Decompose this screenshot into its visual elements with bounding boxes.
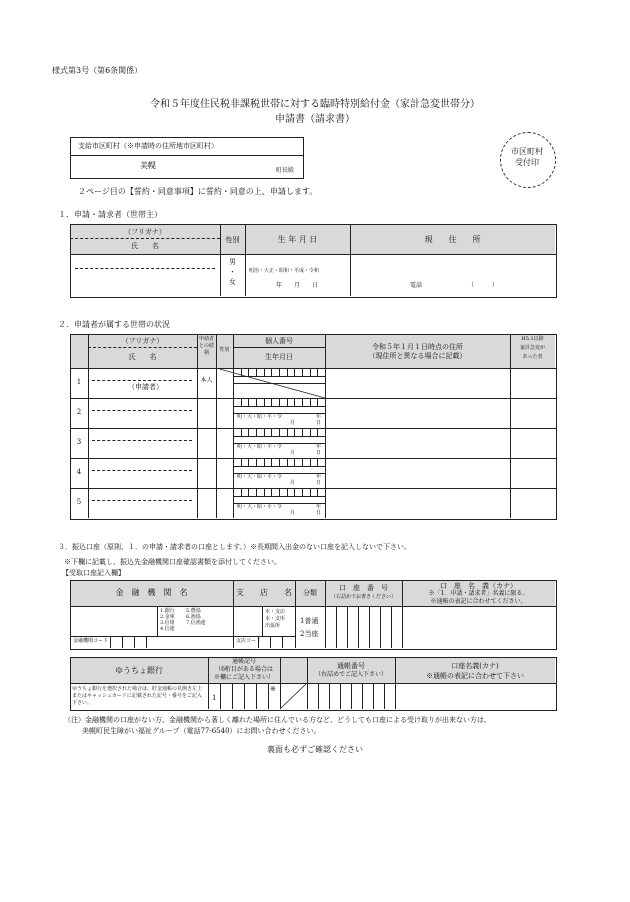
sec2-day: 日 bbox=[316, 510, 322, 516]
sec2-day: 日 bbox=[316, 420, 322, 426]
bank-type-3[interactable]: 3.信組 bbox=[160, 620, 175, 626]
sec2-eras[interactable]: 明・大・昭・平・令 bbox=[237, 414, 283, 420]
title-line2: 申請書（請求書） bbox=[275, 114, 355, 125]
sec2-month: 月 bbox=[290, 510, 296, 516]
holder-note2: ※通帳の表記に合わせてください。 bbox=[430, 598, 527, 605]
branch-header: 支 店 名 bbox=[236, 588, 292, 597]
acct-header: 口 座 番 号 bbox=[339, 584, 388, 592]
sec2-row-number: 4 bbox=[76, 468, 82, 476]
yucho-holder-note: ※通帳の表記に合わせて下さい bbox=[426, 672, 524, 680]
sec2-name: 氏 名 bbox=[128, 353, 157, 361]
payer-label: 支給市区町村（※申請時の住所地市区町村） bbox=[78, 142, 218, 150]
sec2-h85-2: 家計急変が bbox=[519, 345, 545, 351]
bank-type-2[interactable]: 2.金庫 bbox=[160, 614, 175, 620]
sec1-phone-paren: （ ） bbox=[468, 282, 499, 289]
sec1-eras[interactable]: 明治・大正・昭和・平成・令和 bbox=[249, 268, 320, 274]
branch-type-1[interactable]: 本・支店 bbox=[265, 609, 286, 615]
form-number: 様式第3号（第6条関係） bbox=[52, 66, 143, 75]
sec1-male[interactable]: 男 bbox=[229, 258, 236, 266]
sec2-addr2: （現住所と異なる場合に記載） bbox=[368, 352, 467, 360]
sec2-year: 年 bbox=[316, 504, 322, 510]
yucho-one: 1 bbox=[212, 694, 217, 702]
sec1-dot: ・ bbox=[229, 268, 236, 276]
sec2-day: 日 bbox=[316, 450, 322, 456]
payer-suffix: 町長殿 bbox=[276, 167, 295, 174]
sec2-self: 本人 bbox=[200, 377, 213, 384]
holder-note1: ※「1．申請・請求者」名義に限る。 bbox=[428, 590, 529, 597]
branch-code-label: 支店コード bbox=[236, 638, 262, 644]
sec1-phone: 電話 bbox=[410, 282, 423, 289]
yucho-num-note: （右詰めでご記入下さい） bbox=[314, 671, 387, 678]
sec2-eras[interactable]: 明・大・昭・平・令 bbox=[237, 474, 283, 480]
acct-type-1[interactable]: 1普通 bbox=[300, 617, 319, 625]
sec2-h85-1: H5.1以降 bbox=[521, 336, 544, 342]
sec2-year: 年 bbox=[316, 474, 322, 480]
sec2-pid: 個人番号 bbox=[265, 337, 293, 345]
sec2-applicant: （申請者） bbox=[128, 383, 163, 391]
back-notice: 裏面も必ずご確認ください bbox=[267, 745, 363, 754]
sec2-birth: 生年月日 bbox=[265, 353, 293, 361]
bank-type-1[interactable]: 1.銀行 bbox=[160, 608, 175, 614]
sec2-diagonal bbox=[216, 368, 325, 398]
sec2-eras[interactable]: 明・大・昭・平・令 bbox=[237, 504, 283, 510]
sec2-row-number: 2 bbox=[76, 408, 82, 416]
sec1-heading: １．申請・請求者（世帯主） bbox=[58, 210, 162, 219]
sec2-row-number: 5 bbox=[76, 498, 82, 506]
yucho-mark-note1: （6桁目がある場合は bbox=[215, 666, 273, 673]
branch-type-3[interactable]: 出張所 bbox=[265, 623, 281, 629]
payer-city[interactable]: 美幌 bbox=[140, 161, 156, 170]
sec2-row-number: 3 bbox=[76, 438, 82, 446]
sec2-eras[interactable]: 明・大・昭・平・令 bbox=[237, 444, 283, 450]
footnote-2: 美幌町民生障がい福祉グループ（電話77-6540）にお問い合わせください。 bbox=[82, 727, 321, 735]
branch-type-2[interactable]: 本・支所 bbox=[265, 616, 286, 622]
yucho-mark: 通帳記号 bbox=[231, 658, 256, 665]
sec3-note: ※下欄に記載し、振込先金融機関口座確認書類を添付してください。 bbox=[64, 558, 281, 566]
sec2-month: 月 bbox=[290, 480, 296, 486]
yucho-desc: ゆうちょ銀行を選択された場合は、貯金通帳の見開き左上またはキャッシュカードに記載された記号・番号をご記入下さい。 bbox=[72, 686, 203, 706]
sec2-month: 月 bbox=[290, 420, 296, 426]
bank-type-4[interactable]: 4.信連 bbox=[160, 626, 175, 632]
type-header: 分類 bbox=[303, 589, 317, 597]
bank-header: 金 融 機 関 名 bbox=[115, 588, 188, 597]
sec3-heading: ３．振込口座（原則、１．の申請・請求者の口座とします。）※長期間入出金のない口座を記入しないで下さい。 bbox=[58, 543, 411, 551]
sec2-year: 年 bbox=[316, 414, 322, 420]
sec1-furigana: （フリガナ） bbox=[124, 228, 166, 236]
sec2-month: 月 bbox=[290, 450, 296, 456]
sec3-box-label: 【受取口座記入欄】 bbox=[62, 569, 125, 577]
bank-code-label: 金融機関コード bbox=[73, 638, 109, 644]
sec2-sex: 性別 bbox=[219, 347, 230, 353]
sec2-year: 年 bbox=[316, 444, 322, 450]
sec2-furigana: （フリガナ） bbox=[121, 337, 164, 345]
holder-header: 口 座 名 義（カナ） bbox=[440, 582, 517, 590]
stamp-line1: 市区町村 bbox=[511, 147, 543, 156]
acct-note: （右詰めでお書きください） bbox=[330, 594, 396, 600]
sec1-ymd: 年 月 日 bbox=[276, 282, 319, 289]
stamp-line2: 受付印 bbox=[515, 158, 539, 167]
sec1-address: 現 住 所 bbox=[424, 235, 481, 244]
bank-type-7[interactable]: 7.信漁連 bbox=[186, 620, 206, 626]
sec1-birth: 生 年 月 日 bbox=[277, 235, 318, 244]
sec2-h85-3: あった者 bbox=[522, 354, 543, 360]
acct-type-2[interactable]: 2当座 bbox=[300, 630, 319, 638]
sec1-female[interactable]: 女 bbox=[229, 278, 236, 286]
yucho-num: 通帳番号 bbox=[337, 662, 365, 670]
sec2-row-number: 1 bbox=[76, 378, 82, 386]
sec2-relation: 申請者との続柄 bbox=[198, 336, 214, 356]
yucho-header: ゆうちょ銀行 bbox=[115, 666, 163, 675]
bank-type-5[interactable]: 5.農協 bbox=[186, 608, 201, 614]
yucho-mark-note2: ※欄にご記入下さい） bbox=[213, 674, 274, 681]
sec1-sex: 性別 bbox=[225, 236, 240, 244]
title-line1: 令和５年度住民税非課税世帯に対する臨時特別給付金（家計急変世帯分） bbox=[150, 99, 480, 110]
consent-notice: ２ページ目の【誓約・同意事項】に誓約・同意の上、申請します。 bbox=[78, 187, 318, 196]
bank-type-6[interactable]: 6.漁協 bbox=[186, 614, 201, 620]
yucho-holder: 口座名義(カナ) bbox=[451, 662, 499, 670]
footnote-1: （注）金融機関の口座がない方、金融機関から著しく離れた場所に住んでいる方など、どうしても口座による受け取りが出来ない方は、 bbox=[64, 716, 491, 724]
sec2-day: 日 bbox=[316, 480, 322, 486]
sec2-heading: ２．申請者が属する世帯の状況 bbox=[58, 320, 170, 329]
sec2-addr1: 令和５年１月１日時点の住所 bbox=[372, 343, 463, 351]
yucho-kome: ※ bbox=[270, 685, 276, 693]
yucho-diagonal bbox=[280, 683, 307, 709]
sec1-name: 氏 名 bbox=[131, 242, 159, 250]
